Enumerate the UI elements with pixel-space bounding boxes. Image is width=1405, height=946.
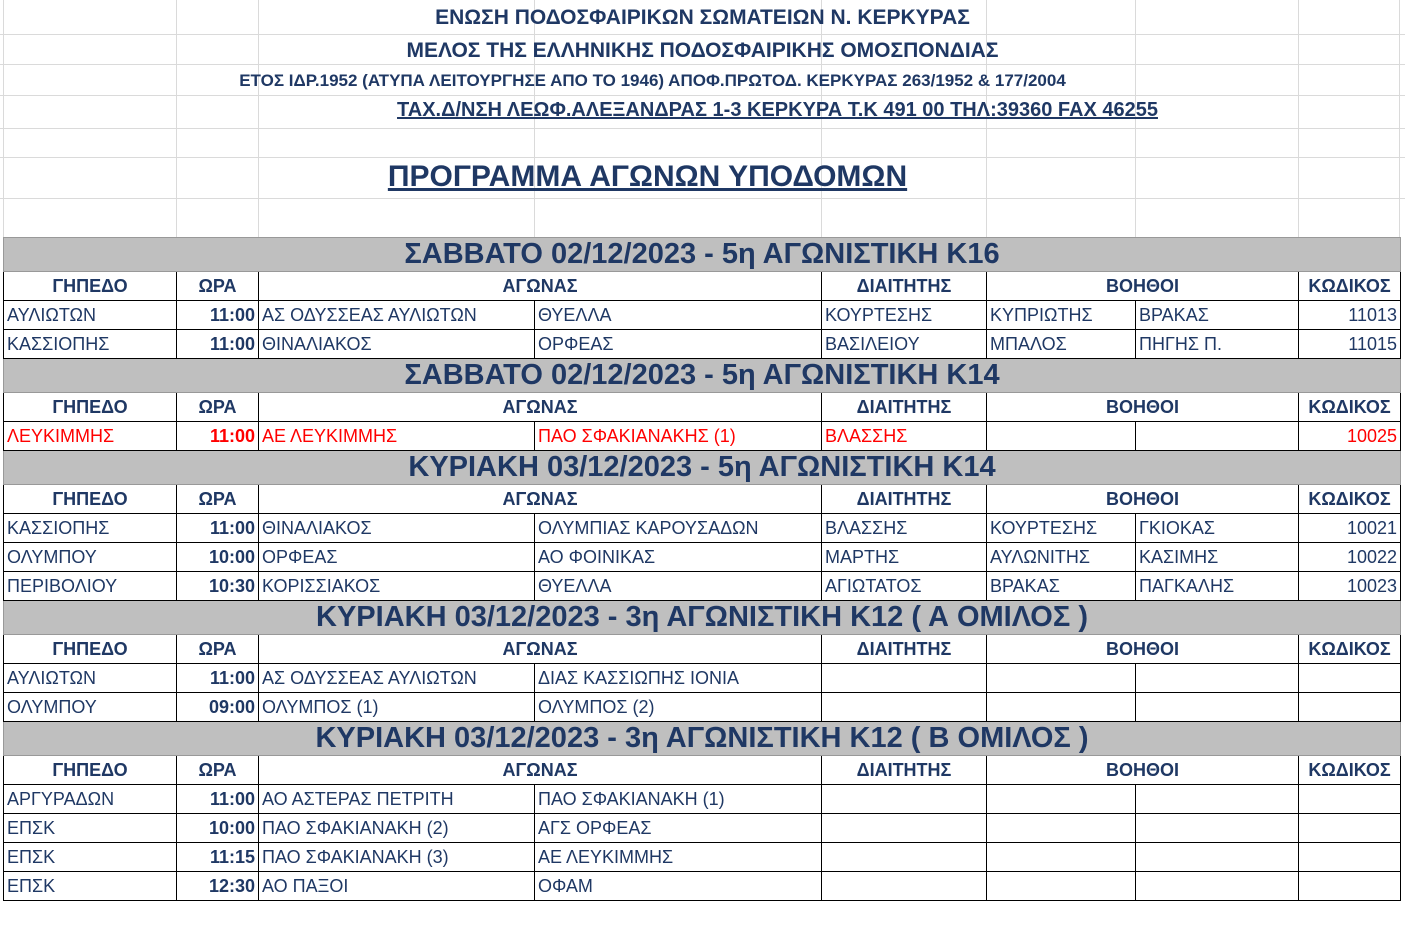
cell-venue: ΑΥΛΙΩΤΩΝ (4, 301, 177, 330)
cell-assistant-1 (987, 843, 1136, 872)
cell-away-team: ΠΑΟ ΣΦΑΚΙΑΝΑΚΗΣ (1) (535, 422, 822, 451)
page-title: ΠΡΟΓΡΑΜΜΑ ΑΓΩΝΩΝ ΥΠΟΔΟΜΩΝ (387, 160, 908, 193)
table-row (4, 572, 1401, 601)
cell-code (1299, 843, 1401, 872)
cell-code: 10022 (1299, 543, 1401, 572)
cell-home-team: ΘΙΝΑΛΙΑΚΟΣ (259, 514, 535, 543)
cell-time: 10:30 (177, 572, 259, 601)
column-venue: ΓΗΠΕΔΟ (4, 272, 177, 301)
column-code: ΚΩΔΙΚΟΣ (1299, 485, 1401, 514)
column-code: ΚΩΔΙΚΟΣ (1299, 393, 1401, 422)
cell-referee (822, 693, 987, 722)
cell-assistant-2 (1136, 843, 1299, 872)
column-match: ΑΓΩΝΑΣ (259, 485, 822, 514)
cell-code: 10021 (1299, 514, 1401, 543)
column-header-row (4, 393, 1401, 422)
column-code: ΚΩΔΙΚΟΣ (1299, 756, 1401, 785)
column-venue: ΓΗΠΕΔΟ (4, 393, 177, 422)
section-title: ΚΥΡΙΑΚΗ 03/12/2023 - 3η ΑΓΩΝΙΣΤΙΚΗ Κ12 ( Β ΟΜΙΛΟΣ ) (4, 722, 1401, 756)
cell-venue: ΑΥΛΙΩΤΩΝ (4, 664, 177, 693)
column-header-row (4, 272, 1401, 301)
cell-away-team: ΘΥΕΛΛΑ (535, 301, 822, 330)
column-match: ΑΓΩΝΑΣ (259, 393, 822, 422)
cell-code: 11015 (1299, 330, 1401, 359)
cell-code (1299, 872, 1401, 901)
cell-assistant-1 (987, 785, 1136, 814)
column-assistants: ΒΟΗΘΟΙ (987, 393, 1299, 422)
column-header-row (4, 485, 1401, 514)
table-row (4, 814, 1401, 843)
cell-home-team: ΠΑΟ ΣΦΑΚΙΑΝΑΚΗ (3) (259, 843, 535, 872)
column-time: ΩΡΑ (177, 485, 259, 514)
section-title: ΚΥΡΙΑΚΗ 03/12/2023 - 3η ΑΓΩΝΙΣΤΙΚΗ Κ12 ( Α ΟΜΙΛΟΣ ) (4, 601, 1401, 635)
column-code: ΚΩΔΙΚΟΣ (1299, 635, 1401, 664)
cell-assistant-1: ΚΥΠΡΙΩΤΗΣ (987, 301, 1136, 330)
cell-code: 10025 (1299, 422, 1401, 451)
cell-assistant-1 (987, 872, 1136, 901)
column-assistants: ΒΟΗΘΟΙ (987, 635, 1299, 664)
cell-assistant-1 (987, 693, 1136, 722)
cell-home-team: ΑΟ ΑΣΤΕΡΑΣ ΠΕΤΡΙΤΗ (259, 785, 535, 814)
column-code: ΚΩΔΙΚΟΣ (1299, 272, 1401, 301)
schedule-table (3, 237, 1401, 901)
cell-referee: ΒΛΑΣΣΗΣ (822, 514, 987, 543)
table-row (4, 664, 1401, 693)
column-assistants: ΒΟΗΘΟΙ (987, 756, 1299, 785)
column-time: ΩΡΑ (177, 635, 259, 664)
cell-time: 11:00 (177, 422, 259, 451)
cell-away-team: ΑΕ ΛΕΥΚΙΜΜΗΣ (535, 843, 822, 872)
cell-away-team: ΘΥΕΛΛΑ (535, 572, 822, 601)
section-header (4, 451, 1401, 485)
cell-time: 12:30 (177, 872, 259, 901)
section-header (4, 238, 1401, 272)
cell-assistant-2: ΚΑΣΙΜΗΣ (1136, 543, 1299, 572)
column-time: ΩΡΑ (177, 393, 259, 422)
cell-home-team: ΑΣ ΟΔΥΣΣΕΑΣ ΑΥΛΙΩΤΩΝ (259, 301, 535, 330)
cell-referee (822, 785, 987, 814)
cell-referee: ΑΓΙΩΤΑΤΟΣ (822, 572, 987, 601)
cell-assistant-1: ΒΡΑΚΑΣ (987, 572, 1136, 601)
table-row (4, 872, 1401, 901)
cell-venue: ΚΑΣΣΙΟΠΗΣ (4, 330, 177, 359)
column-referee: ΔΙΑΙΤΗΤΗΣ (822, 635, 987, 664)
cell-assistant-2 (1136, 814, 1299, 843)
column-match: ΑΓΩΝΑΣ (259, 272, 822, 301)
cell-code: 11013 (1299, 301, 1401, 330)
cell-time: 11:00 (177, 785, 259, 814)
cell-code (1299, 693, 1401, 722)
cell-away-team: ΟΛΥΜΠΙΑΣ ΚΑΡΟΥΣΑΔΩΝ (535, 514, 822, 543)
cell-home-team: ΠΑΟ ΣΦΑΚΙΑΝΑΚΗ (2) (259, 814, 535, 843)
table-row (4, 514, 1401, 543)
org-address: ΤΑΧ.Δ/ΝΣΗ ΛΕΩΦ.ΑΛΕΞΑΝΔΡΑΣ 1-3 ΚΕΡΚΥΡΑ Τ.Κ 491 00 ΤΗΛ:39360 FAX 46255 (397, 99, 1158, 121)
table-row (4, 301, 1401, 330)
column-venue: ΓΗΠΕΔΟ (4, 635, 177, 664)
cell-assistant-2 (1136, 693, 1299, 722)
cell-time: 11:00 (177, 514, 259, 543)
column-header-row (4, 756, 1401, 785)
cell-time: 10:00 (177, 814, 259, 843)
section-header (4, 601, 1401, 635)
column-header-row (4, 635, 1401, 664)
cell-home-team: ΑΕ ΛΕΥΚΙΜΜΗΣ (259, 422, 535, 451)
column-time: ΩΡΑ (177, 272, 259, 301)
cell-venue: ΟΛΥΜΠΟΥ (4, 693, 177, 722)
cell-assistant-2: ΓΚΙΟΚΑΣ (1136, 514, 1299, 543)
cell-referee: ΒΛΑΣΣΗΣ (822, 422, 987, 451)
column-venue: ΓΗΠΕΔΟ (4, 756, 177, 785)
cell-away-team: ΟΡΦΕΑΣ (535, 330, 822, 359)
cell-home-team: ΚΟΡΙΣΣΙΑΚΟΣ (259, 572, 535, 601)
org-name: ΕΝΩΣΗ ΠΟΔΟΣΦΑΙΡΙΚΩΝ ΣΩΜΑΤΕΙΩΝ Ν. ΚΕΡΚΥΡΑΣ (435, 6, 970, 29)
cell-time: 10:00 (177, 543, 259, 572)
column-assistants: ΒΟΗΘΟΙ (987, 272, 1299, 301)
cell-away-team: ΑΟ ΦΟΙΝΙΚΑΣ (535, 543, 822, 572)
cell-code (1299, 785, 1401, 814)
cell-home-team: ΟΡΦΕΑΣ (259, 543, 535, 572)
section-header (4, 359, 1401, 393)
cell-assistant-2: ΠΗΓΗΣ Π. (1136, 330, 1299, 359)
cell-assistant-1: ΜΠΑΛΟΣ (987, 330, 1136, 359)
cell-venue: ΟΛΥΜΠΟΥ (4, 543, 177, 572)
cell-venue: ΠΕΡΙΒΟΛΙΟΥ (4, 572, 177, 601)
section-header (4, 722, 1401, 756)
cell-referee (822, 814, 987, 843)
column-referee: ΔΙΑΙΤΗΤΗΣ (822, 272, 987, 301)
section-title: ΚΥΡΙΑΚΗ 03/12/2023 - 5η ΑΓΩΝΙΣΤΙΚΗ Κ14 (4, 451, 1401, 485)
cell-referee (822, 664, 987, 693)
cell-away-team: ΑΓΣ ΟΡΦΕΑΣ (535, 814, 822, 843)
cell-referee: ΒΑΣΙΛΕΙΟΥ (822, 330, 987, 359)
cell-code (1299, 664, 1401, 693)
cell-assistant-2 (1136, 872, 1299, 901)
cell-home-team: ΑΣ ΟΔΥΣΣΕΑΣ ΑΥΛΙΩΤΩΝ (259, 664, 535, 693)
table-row (4, 693, 1401, 722)
cell-assistant-2 (1136, 785, 1299, 814)
cell-time: 11:15 (177, 843, 259, 872)
column-referee: ΔΙΑΙΤΗΤΗΣ (822, 393, 987, 422)
cell-referee: ΚΟΥΡΤΕΣΗΣ (822, 301, 987, 330)
cell-away-team: ΔΙΑΣ ΚΑΣΣΙΩΠΗΣ ΙΟΝΙΑ (535, 664, 822, 693)
cell-assistant-1 (987, 664, 1136, 693)
cell-referee (822, 843, 987, 872)
cell-assistant-2: ΠΑΓΚΑΛΗΣ (1136, 572, 1299, 601)
cell-assistant-1 (987, 814, 1136, 843)
cell-time: 11:00 (177, 301, 259, 330)
table-row (4, 422, 1401, 451)
cell-assistant-1 (987, 422, 1136, 451)
cell-home-team: ΘΙΝΑΛΙΑΚΟΣ (259, 330, 535, 359)
cell-venue: ΛΕΥΚΙΜΜΗΣ (4, 422, 177, 451)
cell-venue: ΕΠΣΚ (4, 814, 177, 843)
column-match: ΑΓΩΝΑΣ (259, 756, 822, 785)
column-assistants: ΒΟΗΘΟΙ (987, 485, 1299, 514)
cell-away-team: ΟΦΑΜ (535, 872, 822, 901)
cell-home-team: ΑΟ ΠΑΞΟΙ (259, 872, 535, 901)
cell-assistant-2 (1136, 664, 1299, 693)
cell-away-team: ΟΛΥΜΠΟΣ (2) (535, 693, 822, 722)
org-founding: ΕΤΟΣ ΙΔΡ.1952 (ΑΤΥΠΑ ΛΕΙΤΟΥΡΓΗΣΕ ΑΠΟ ΤΟ 1946) ΑΠΟΦ.ΠΡΩΤΟΔ. ΚΕΡΚΥΡΑΣ 263/1952 & 177/2004 (239, 71, 1066, 90)
cell-assistant-2 (1136, 422, 1299, 451)
cell-assistant-1: ΚΟΥΡΤΕΣΗΣ (987, 514, 1136, 543)
column-referee: ΔΙΑΙΤΗΤΗΣ (822, 485, 987, 514)
cell-venue: ΕΠΣΚ (4, 872, 177, 901)
cell-referee (822, 872, 987, 901)
cell-referee: ΜΑΡΤΗΣ (822, 543, 987, 572)
cell-away-team: ΠΑΟ ΣΦΑΚΙΑΝΑΚΗ (1) (535, 785, 822, 814)
cell-venue: ΑΡΓΥΡΑΔΩΝ (4, 785, 177, 814)
table-row (4, 843, 1401, 872)
org-membership: ΜΕΛΟΣ ΤΗΣ ΕΛΛΗΝΙΚΗΣ ΠΟΔΟΣΦΑΙΡΙΚΗΣ ΟΜΟΣΠΟΝΔΙΑΣ (406, 39, 999, 62)
cell-venue: ΚΑΣΣΙΟΠΗΣ (4, 514, 177, 543)
cell-assistant-1: ΑΥΛΩΝΙΤΗΣ (987, 543, 1136, 572)
table-row (4, 785, 1401, 814)
cell-assistant-2: ΒΡΑΚΑΣ (1136, 301, 1299, 330)
cell-code: 10023 (1299, 572, 1401, 601)
column-referee: ΔΙΑΙΤΗΤΗΣ (822, 756, 987, 785)
column-venue: ΓΗΠΕΔΟ (4, 485, 177, 514)
section-title: ΣΑΒΒΑΤΟ 02/12/2023 - 5η ΑΓΩΝΙΣΤΙΚΗ Κ16 (4, 238, 1401, 272)
cell-venue: ΕΠΣΚ (4, 843, 177, 872)
column-time: ΩΡΑ (177, 756, 259, 785)
section-title: ΣΑΒΒΑΤΟ 02/12/2023 - 5η ΑΓΩΝΙΣΤΙΚΗ Κ14 (4, 359, 1401, 393)
cell-time: 11:00 (177, 664, 259, 693)
cell-code (1299, 814, 1401, 843)
column-match: ΑΓΩΝΑΣ (259, 635, 822, 664)
cell-home-team: ΟΛΥΜΠΟΣ (1) (259, 693, 535, 722)
cell-time: 11:00 (177, 330, 259, 359)
table-row (4, 543, 1401, 572)
cell-time: 09:00 (177, 693, 259, 722)
table-row (4, 330, 1401, 359)
